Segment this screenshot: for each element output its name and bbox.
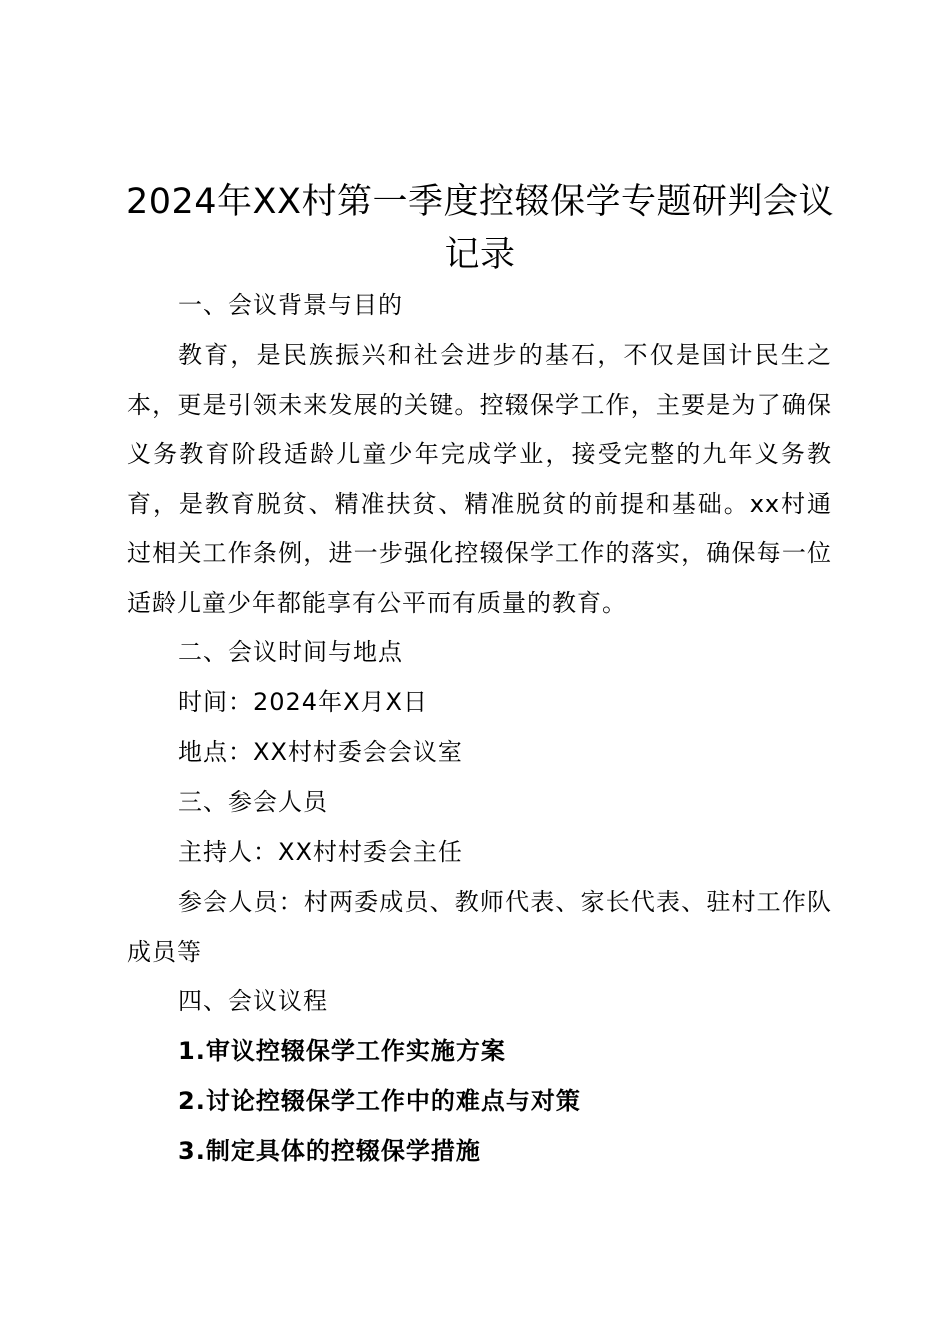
section-heading-attendees: 三、参会人员	[178, 788, 328, 816]
agenda-item: 3.制定具体的控辍保学措施	[178, 1137, 481, 1165]
section-heading-background: 一、会议背景与目的	[178, 291, 403, 319]
document-title: 2024年XX村第一季度控辍保学专题研判会议记录	[125, 182, 835, 275]
section-heading-agenda: 四、会议议程	[178, 987, 328, 1015]
background-paragraph: 教育，是民族振兴和社会进步的基石，不仅是国计民生之本，更是引领未来发展的关键。控辍保学工作，主要是为了确保义务教育阶段适龄儿童少年完成学业，接受完整的九年义务教育，是教育脱贫、精准扶贫、精准脱贫的前提和基础。xx村通过相关工作条例，进一步强化控辍保学工作的落实，确保每一位适龄儿童少年都能享有公平而有质量的教育。	[127, 341, 832, 617]
meeting-time: 时间：2024年X月X日	[178, 688, 428, 716]
agenda-item: 2.讨论控辍保学工作中的难点与对策	[178, 1087, 581, 1115]
attendees-list: 参会人员：村两委成员、教师代表、家长代表、驻村工作队成员等	[127, 888, 832, 966]
meeting-host: 主持人：XX村村委会主任	[178, 838, 463, 866]
meeting-place: 地点：XX村村委会会议室	[178, 738, 463, 766]
section-heading-time-place: 二、会议时间与地点	[178, 638, 403, 666]
agenda-item: 1.审议控辍保学工作实施方案	[178, 1037, 506, 1065]
